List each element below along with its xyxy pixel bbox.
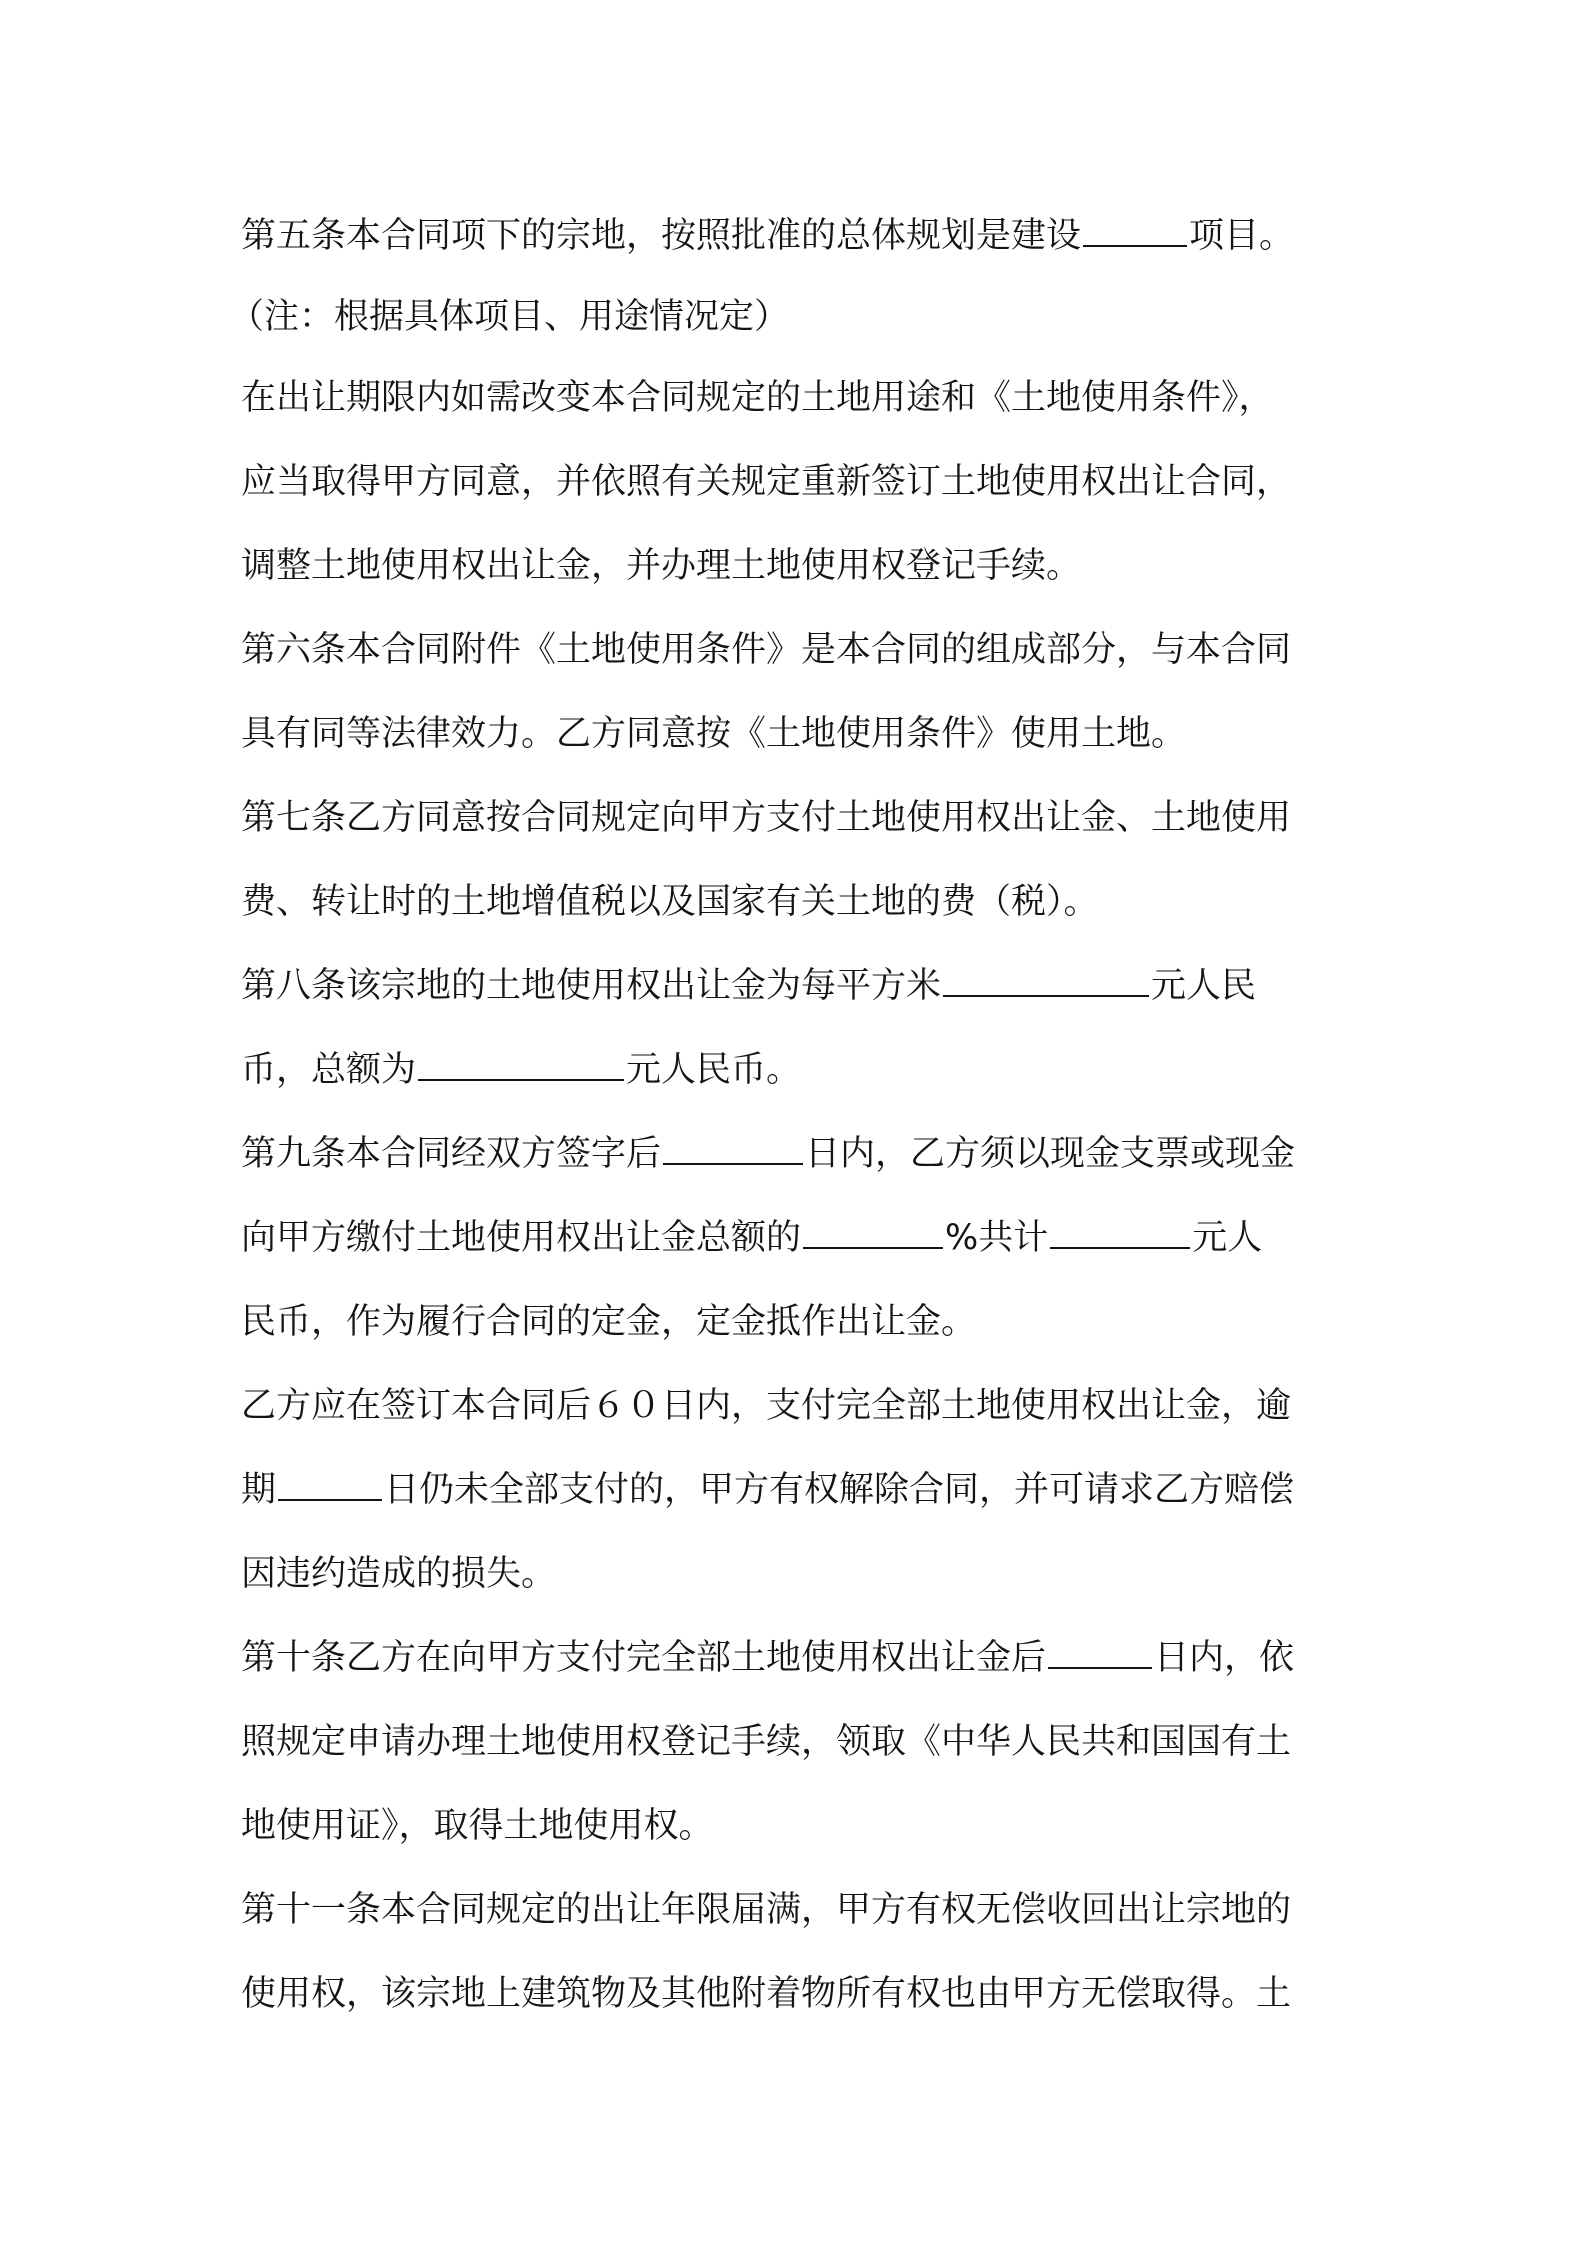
clause-9-line-1: 第九条本合同经双方签字后 日内，乙方须以现金支票或现金 bbox=[241, 1134, 1296, 1174]
percent-blank bbox=[803, 1217, 943, 1249]
clause-6-line-1: 第六条本合同附件《土地使用条件》是本合同的组成部分，与本合同 bbox=[241, 630, 1292, 670]
clause-7-line-2: 费、转让时的土地增值税以及国家有关土地的费（税）。 bbox=[241, 882, 1099, 922]
clause-9-line-3: 民币，作为履行合同的定金，定金抵作出让金。 bbox=[241, 1302, 977, 1342]
clause-9-line-2: 向甲方缴付土地使用权出让金总额的 %共计 元人 bbox=[241, 1218, 1263, 1258]
clause-5-line-3: 在出让期限内如需改变本合同规定的土地用途和《土地使用条件》， bbox=[241, 378, 1274, 418]
registration-days-blank bbox=[1048, 1637, 1152, 1669]
price-per-sqm-blank bbox=[943, 965, 1149, 997]
clause-8-line-1: 第八条该宗地的土地使用权出让金为每平方米 元人民 bbox=[241, 966, 1257, 1006]
clause-7-line-1: 第七条乙方同意按合同规定向甲方支付土地使用权出让金、土地使用 bbox=[241, 798, 1292, 838]
clause-11-line-2: 使用权，该宗地上建筑物及其他附着物所有权也由甲方无偿取得。土 bbox=[241, 1974, 1292, 2014]
clause-10-line-3: 地使用证》，取得土地使用权。 bbox=[241, 1806, 714, 1846]
days-blank bbox=[663, 1133, 803, 1165]
clause-6-line-2: 具有同等法律效力。乙方同意按《土地使用条件》使用土地。 bbox=[241, 714, 1187, 754]
clause-10-line-1: 第十条乙方在向甲方支付完全部土地使用权出让金后 日内，依 bbox=[241, 1638, 1295, 1678]
clause-5-line-1: 第五条本合同项下的宗地，按照批准的总体规划是建设 项目。 bbox=[241, 216, 1295, 256]
clause-5-line-5: 调整土地使用权出让金，并办理土地使用权登记手续。 bbox=[241, 546, 1082, 586]
project-blank bbox=[1083, 215, 1187, 247]
overdue-days-blank bbox=[278, 1469, 382, 1501]
clause-9-line-4: 乙方应在签订本合同后６０日内，支付完全部土地使用权出让金，逾 bbox=[241, 1386, 1292, 1426]
clause-9-line-5: 期 日仍未全部支付的，甲方有权解除合同，并可请求乙方赔偿 bbox=[241, 1470, 1295, 1510]
clause-5-line-4: 应当取得甲方同意，并依照有关规定重新签订土地使用权出让合同， bbox=[241, 462, 1292, 502]
clause-10-line-2: 照规定申请办理土地使用权登记手续，领取《中华人民共和国国有土 bbox=[241, 1722, 1292, 1762]
clause-5-note: （注：根据具体项目、用途情况定） bbox=[229, 297, 790, 337]
clause-11-line-1: 第十一条本合同规定的出让年限届满，甲方有权无偿收回出让宗地的 bbox=[241, 1890, 1292, 1930]
contract-page bbox=[229, 194, 1361, 2036]
clause-8-line-2: 币，总额为 元人民币。 bbox=[241, 1050, 802, 1090]
total-amount-blank bbox=[418, 1049, 624, 1081]
clause-9-line-6: 因违约造成的损失。 bbox=[241, 1554, 557, 1594]
deposit-amount-blank bbox=[1050, 1217, 1190, 1249]
